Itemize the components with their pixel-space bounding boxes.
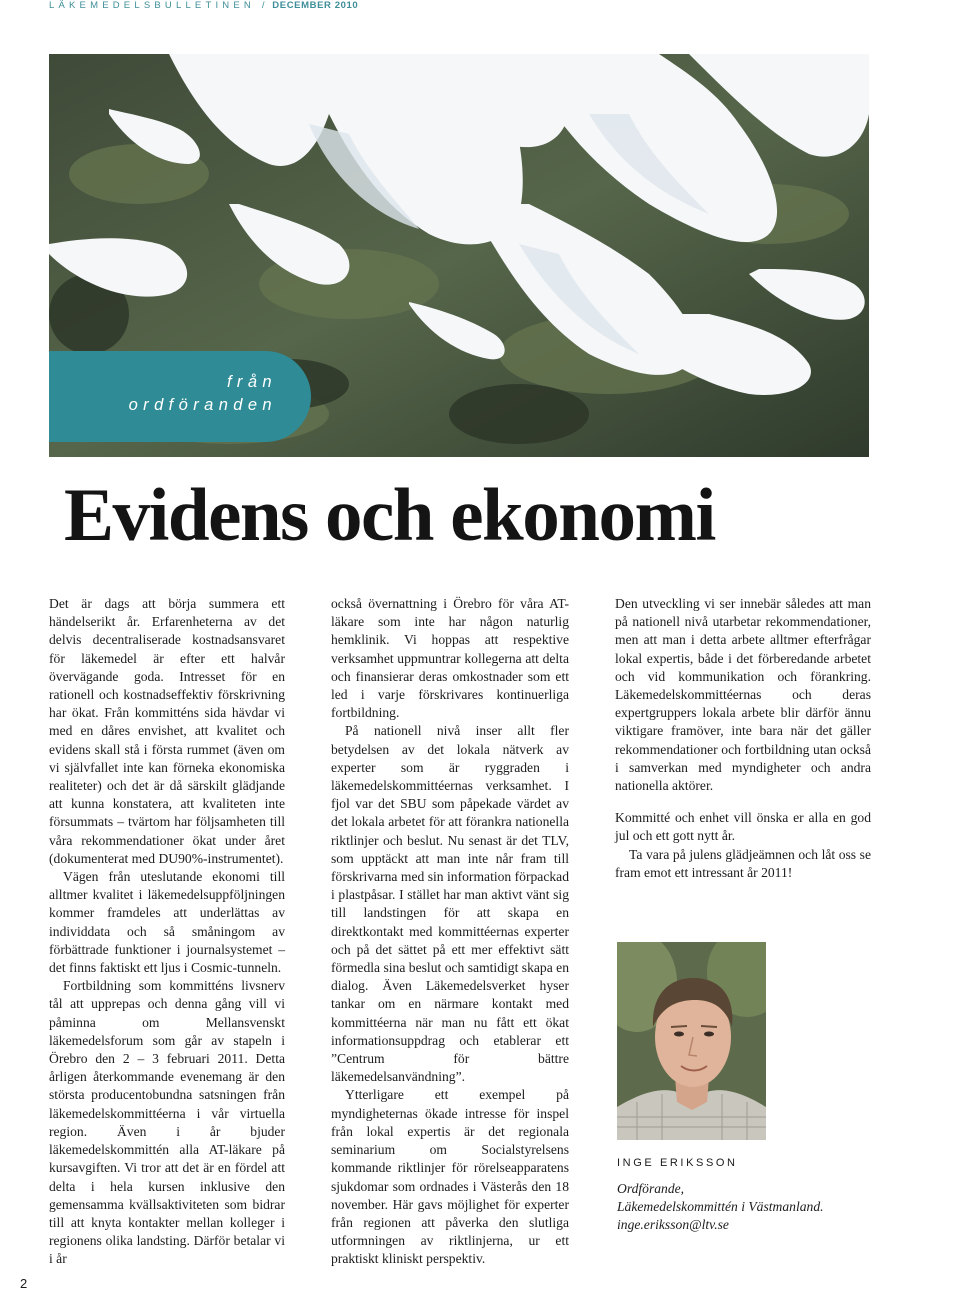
paragraph: Kommitté och enhet vill önska er alla en god jul och ett gott nytt år. xyxy=(615,810,871,844)
hero-image xyxy=(49,54,869,457)
author-portrait xyxy=(617,942,766,1140)
paragraph: Fortbildning som kommitténs livsnerv tål att upprepas och denna gång vill vi påminna om Mellansvenskt läkemedelsforum som går av stapeln i Örebro den 2 – 3 februari 2011. Detta årligen återkommande evenemang är den största producentobundna satsningen från läkemedelskommittéerna i vår virtuella region. Även i år bjuder läkemedelskommittén alla AT-läkare på kursavgiften. Vi tror att det är en fördel att delta i hela kursen inklusive den gemensamma kvällsaktiviteten som bidrar till att knyta kontakter mellan kolleger i regionens olika landsting. Därför betalar vi i år xyxy=(49,978,285,1267)
author-email[interactable]: inge.eriksson@ltv.se xyxy=(617,1217,729,1232)
issue-date: DECEMBER 2010 xyxy=(272,0,359,11)
author-name: INGE ERIKSSON xyxy=(617,1157,738,1169)
author-organization: Läkemedelskommittén i Västmanland. xyxy=(617,1199,824,1214)
article-headline: Evidens och ekonomi xyxy=(64,474,715,557)
portrait-photo-illustration xyxy=(617,942,766,1140)
article-column-2 xyxy=(331,595,569,1269)
section-tag-line-2: ordföranden xyxy=(128,396,277,414)
paragraph: Vägen från uteslutande ekonomi till alltmer kvalitet i läkemedelsuppföljningen kommer framdeles att underlättas av individdata och så småningom av förbättrade funktioner i journalsystemet – det finns faktiskt ett ljus i Cosmic-tunneln. xyxy=(49,869,285,976)
paragraph: också övernattning i Örebro för våra AT-läkare som inte har någon naturlig hemklinik. Vi hoppas att respektive verksamhet uppmuntrar kollegerna att delta och finansierar deras omkostnader som ett led i varje förskrivares kontinuerliga fortbildning. xyxy=(331,596,569,721)
paragraph: På nationell nivå inser allt fler betydelsen av det lokala nätverk av experter som är ryggraden i läkemedelskommittéernas verksamhet. I fjol var det SBU som påpekade värdet av det lokala arbetet för att förankra nationella riktlinjer och beslut. Nu senast är det TLV, som upptäckt att man inte når fram till förskrivarna med sin information förpackad i plastpåsar. I stället har man aktivt vänt sig till landstingen för att skapa en direktkontakt med kommittéernas experter och på det sättet på ett mer effektivt sätt förmedla sina beslut och samtidigt skapa en dialog. Även Läkemedelsverket hyser tankar om en närmare kontakt med kommittéerna när man nu fått ett ökat informationsuppdrag och etablerar ett ”Centrum för bättre läkemedelsanvändning”. xyxy=(331,723,569,1085)
article-column-1 xyxy=(49,595,285,1269)
paragraph: Ta vara på julens glädjeämnen och låt oss se fram emot ett intressant år 2011! xyxy=(615,846,871,880)
running-head xyxy=(49,0,358,14)
paragraph: Den utveckling vi ser innebär således att man på nationell nivå utarbetar rekommendationer, men att man i detta arbete alltmer efterfrågar lokal expertis, både i det förberedande arbetet och vid kommunikation och förankring. Läkemedelskommittéernas och deras expertgruppers lokala arbete blir därför ännu viktigare framöver, inte bara när det gäller rekommendationer och fortbildning utan också i samverkan med myndigheter och andra nationella aktörer. xyxy=(615,596,871,794)
author-title: Ordförande, xyxy=(617,1181,685,1196)
paragraph: Det är dags att börja summera ett händelserikt år. Erfarenheterna av det delvis decentraliserade kostnadsansvaret för läkemedel är efter ett halvår övervägande goda. Intresset för en rationell och kostnadseffektiv förskrivning har ökat. Från kommitténs sida hävdar vi med en dåres envishet, att kvalitet och evidens skall stå i första rummet (även om vi självfallet inte kan förneka ekonomiska realiteter) och det är då särskilt glädjande att kunna konstatera, att kvaliteten inte försummats – tvärtom har följsamheten till våra rekommendationer ökat under året (dokumenterat med DU90%-instrumentet). xyxy=(49,596,285,866)
article-column-3 xyxy=(615,595,871,882)
author-info xyxy=(617,1180,877,1234)
publication-name: LÄKEMEDELSBULLETINEN xyxy=(49,0,255,11)
section-tag xyxy=(49,351,311,442)
running-head-separator: / xyxy=(261,0,266,11)
section-tag-line-1: från xyxy=(226,373,277,391)
page-number: 2 xyxy=(20,1276,28,1291)
paragraph: Ytterligare ett exempel på myndigheternas ökade intresse för inspel från lokal expertis är det regionala seminarium om Socialstyrelsens kommande riktlinjer för rörelseapparatens sjukdomar som ordnades i Västerås den 18 november. Här gavs möjlighet för experter från regionen att påverka den slutliga utformningen av riktlinjerna, ur ett praktiskt kliniskt perspektiv. xyxy=(331,1087,569,1267)
